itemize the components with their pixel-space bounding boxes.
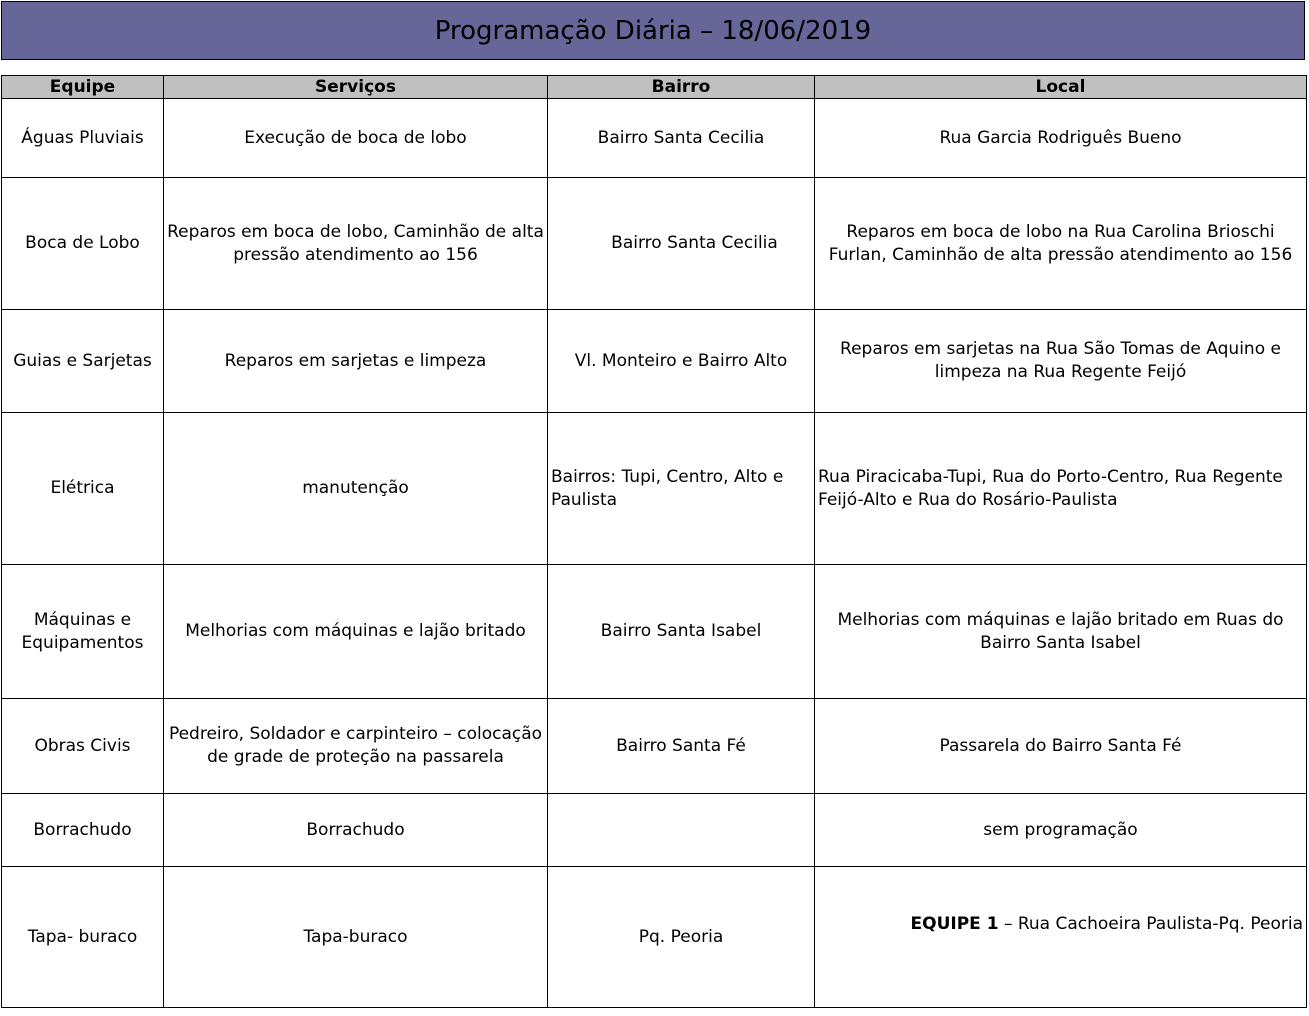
table-row bbox=[2, 794, 1307, 867]
local-text: – Rua Cachoeira Paulista-Pq. Peoria bbox=[998, 914, 1303, 934]
cell-servicos: Tapa-buraco bbox=[164, 867, 548, 1008]
cell-local bbox=[815, 867, 1307, 1008]
cell-bairro bbox=[548, 794, 815, 867]
cell-equipe: Máquinas e Equipamentos bbox=[2, 565, 164, 699]
cell-bairro: Bairro Santa Fé bbox=[548, 699, 815, 794]
table-header-row bbox=[2, 76, 1307, 99]
team-label: EQUIPE 1 bbox=[910, 914, 999, 934]
page-title: Programação Diária – 18/06/2019 bbox=[1, 1, 1305, 60]
header-local: Local bbox=[815, 76, 1307, 99]
cell-local: Reparos em boca de lobo na Rua Carolina Brioschi Furlan, Caminhão de alta pressão atendimento ao 156 bbox=[815, 178, 1307, 310]
cell-servicos: Reparos em boca de lobo, Caminhão de alta pressão atendimento ao 156 bbox=[164, 178, 548, 310]
cell-servicos: Pedreiro, Soldador e carpinteiro – colocação de grade de proteção na passarela bbox=[164, 699, 548, 794]
cell-local: Rua Garcia Rodriguês Bueno bbox=[815, 99, 1307, 178]
header-servicos: Serviços bbox=[164, 76, 548, 99]
cell-equipe: Tapa- buraco bbox=[2, 867, 164, 1008]
cell-equipe: Águas Pluviais bbox=[2, 99, 164, 178]
cell-local: Passarela do Bairro Santa Fé bbox=[815, 699, 1307, 794]
cell-bairro: Bairro Santa Cecilia bbox=[548, 99, 815, 178]
table-row bbox=[2, 699, 1307, 794]
table-row bbox=[2, 413, 1307, 565]
cell-servicos: Melhorias com máquinas e lajão britado bbox=[164, 565, 548, 699]
cell-servicos: Borrachudo bbox=[164, 794, 548, 867]
header-bairro: Bairro bbox=[548, 76, 815, 99]
cell-equipe: Boca de Lobo bbox=[2, 178, 164, 310]
table-row bbox=[2, 310, 1307, 413]
cell-bairro: Pq. Peoria bbox=[548, 867, 815, 1008]
cell-bairro: Vl. Monteiro e Bairro Alto bbox=[548, 310, 815, 413]
cell-equipe: Obras Civis bbox=[2, 699, 164, 794]
schedule-table bbox=[1, 75, 1307, 1008]
cell-servicos: Execução de boca de lobo bbox=[164, 99, 548, 178]
cell-local: sem programação bbox=[815, 794, 1307, 867]
cell-local: Melhorias com máquinas e lajão britado em Ruas do Bairro Santa Isabel bbox=[815, 565, 1307, 699]
cell-equipe: Elétrica bbox=[2, 413, 164, 565]
cell-bairro: Bairro Santa Cecilia bbox=[548, 178, 815, 310]
cell-bairro: Bairro Santa Isabel bbox=[548, 565, 815, 699]
cell-bairro: Bairros: Tupi, Centro, Alto e Paulista bbox=[548, 413, 815, 565]
cell-equipe: Guias e Sarjetas bbox=[2, 310, 164, 413]
table-row bbox=[2, 565, 1307, 699]
table-row bbox=[2, 99, 1307, 178]
table-row bbox=[2, 178, 1307, 310]
table-row bbox=[2, 867, 1307, 1008]
cell-local: Reparos em sarjetas na Rua São Tomas de Aquino e limpeza na Rua Regente Feijó bbox=[815, 310, 1307, 413]
cell-local: Rua Piracicaba-Tupi, Rua do Porto-Centro, Rua Regente Feijó-Alto e Rua do Rosário-Paulista bbox=[815, 413, 1307, 565]
cell-servicos: Reparos em sarjetas e limpeza bbox=[164, 310, 548, 413]
cell-equipe: Borrachudo bbox=[2, 794, 164, 867]
cell-servicos: manutenção bbox=[164, 413, 548, 565]
header-equipe: Equipe bbox=[2, 76, 164, 99]
